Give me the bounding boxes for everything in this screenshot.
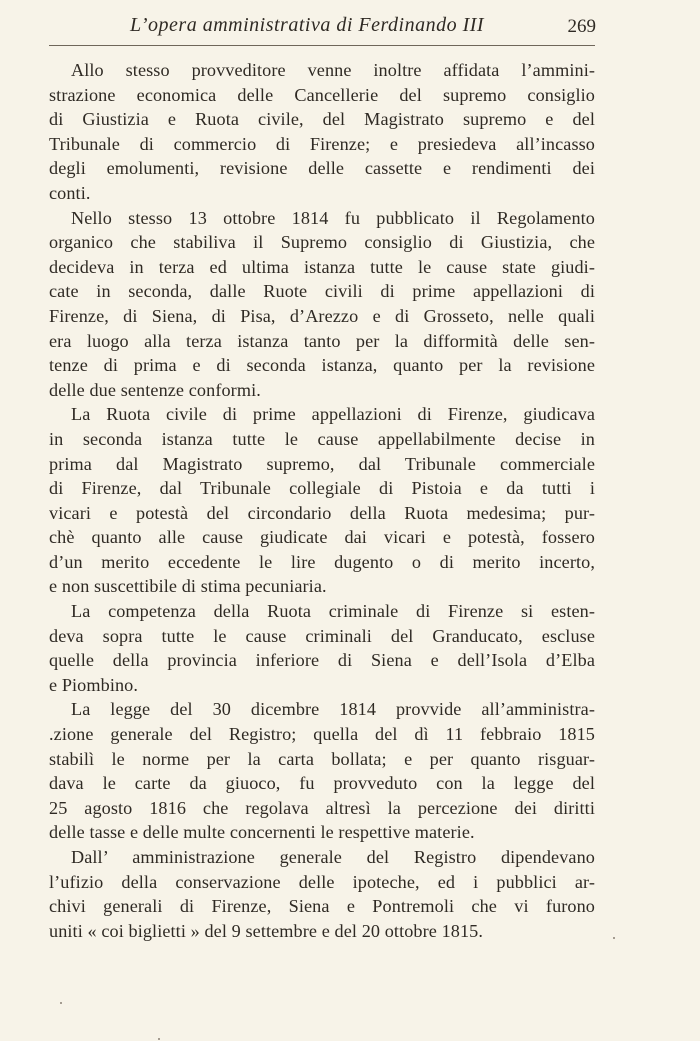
- paragraph: [49, 58, 595, 206]
- text-line: di Firenze, dal Tribunale collegiale di Pistoia e da tutti i: [49, 478, 595, 499]
- text-line: vicari e potestà del circondario della Ruota medesima; pur-: [49, 502, 595, 523]
- text-line: deva sopra tutte le cause criminali del Granducato, escluse: [49, 625, 595, 646]
- text-line: d’un merito eccedente le lire dugento o di merito incerto,: [49, 551, 595, 572]
- paragraph: [49, 845, 595, 943]
- text-line: Firenze, di Siena, di Pisa, d’Arezzo e di Grosseto, nelle quali: [49, 305, 595, 326]
- text-line: strazione economica delle Cancellerie del supremo consiglio: [49, 84, 595, 105]
- text-line: .zione generale del Registro; quella del dì 11 febbraio 1815: [49, 724, 595, 745]
- text-line: Allo stesso provveditore venne inoltre affidata l’ammini-: [71, 60, 595, 80]
- paper-speck: [613, 937, 615, 939]
- running-title: L’opera amministrativa di Ferdinando III: [130, 14, 485, 36]
- text-line: di Giustizia e Ruota civile, del Magistrato supremo e del: [49, 109, 595, 130]
- paragraph: [49, 206, 595, 403]
- text-line: La Ruota civile di prime appellazioni di Firenze, giudicava: [71, 404, 595, 425]
- paragraph: [49, 697, 595, 845]
- text-line: Nello stesso 13 ottobre 1814 fu pubblicato il Regolamento: [71, 207, 595, 228]
- text-line: l’ufizio della conservazione delle ipoteche, ed i pubblici ar-: [49, 871, 595, 892]
- text-line: La competenza della Ruota criminale di Firenze si esten-: [71, 601, 595, 622]
- text-line: Tribunale di commercio di Firenze; e presiedeva all’incasso: [49, 133, 595, 154]
- text-line: e Piombino.: [49, 674, 139, 695]
- text-line: e non suscettibile di stima pecuniaria.: [49, 576, 327, 597]
- page-number: 269: [567, 16, 596, 37]
- running-header: [50, 14, 596, 44]
- text-line: quelle della provincia inferiore di Siena e dell’Isola d’Elba: [49, 650, 595, 671]
- text-line: stabilì le norme per la carta bollata; e per quanto risguar-: [49, 748, 595, 769]
- text-line: conti.: [49, 182, 91, 203]
- text-line: uniti « coi biglietti » del 9 settembre e del 20 ottobre 1815.: [49, 920, 484, 941]
- text-line: Dall’ amministrazione generale del Registro dipendevano: [71, 847, 595, 867]
- text-line: delle tasse e delle multe concernenti le respettive materie.: [49, 822, 475, 843]
- body-text: [49, 58, 595, 943]
- text-line: tenze di prima e di seconda istanza, quanto per la revisione: [49, 355, 595, 376]
- text-line: delle due sentenze conformi.: [49, 379, 261, 400]
- text-line: in seconda istanza tutte le cause appellabilmente decise in: [49, 428, 595, 449]
- text-line: era luogo alla terza istanza tanto per la difformità delle sen-: [49, 330, 595, 351]
- paragraph: [49, 599, 595, 697]
- paper-speck: [60, 1002, 62, 1004]
- header-rule: [49, 45, 595, 46]
- text-line: decideva in terza ed ultima istanza tutte le cause state giudi-: [49, 256, 595, 277]
- text-line: 25 agosto 1816 che regolava altresì la percezione dei diritti: [49, 797, 595, 818]
- text-line: cate in seconda, dalle Ruote civili di prime appellazioni di: [49, 281, 595, 302]
- text-line: prima dal Magistrato supremo, dal Tribunale commerciale: [49, 453, 595, 474]
- paragraph: [49, 402, 595, 599]
- paper-speck: [158, 1038, 160, 1040]
- text-line: dava le carte da giuoco, fu provveduto con la legge del: [49, 773, 595, 794]
- text-line: degli emolumenti, revisione delle cassette e rendimenti dei: [49, 158, 595, 179]
- text-line: chivi generali di Firenze, Siena e Pontremoli che vi furono: [49, 896, 595, 917]
- text-line: La legge del 30 dicembre 1814 provvide all’amministra-: [71, 699, 595, 720]
- text-line: organico che stabiliva il Supremo consiglio di Giustizia, che: [49, 232, 595, 253]
- text-line: chè quanto alle cause giudicate dai vicari e potestà, fossero: [49, 527, 595, 548]
